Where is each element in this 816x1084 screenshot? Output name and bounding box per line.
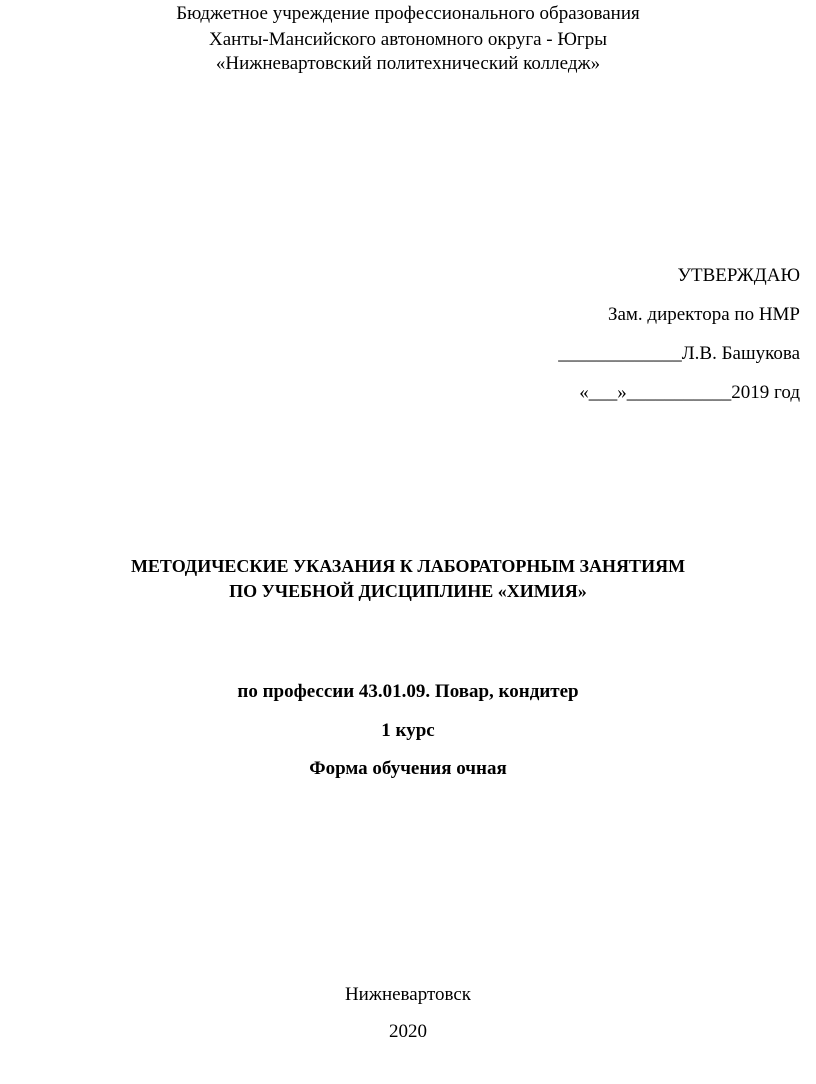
approval-signature: _____________Л.В. Башукова <box>558 343 800 364</box>
footer-city: Нижневартовск <box>344 984 472 1005</box>
study-form-line: Форма обучения очная <box>309 758 507 779</box>
footer-year: 2020 <box>389 1021 427 1042</box>
course-line: 1 курс <box>381 720 435 741</box>
approval-heading: УТВЕРЖДАЮ <box>677 265 800 286</box>
title-line-2: ПО УЧЕБНОЙ ДИСЦИПЛИНЕ «ХИМИЯ» <box>229 581 587 601</box>
institution-line-1: Бюджетное учреждение профессионального образования <box>176 3 640 24</box>
institution-line-3: «Нижневартовский политехнический колледж» <box>215 53 601 74</box>
approval-date: «___»___________2019 год <box>579 382 800 403</box>
institution-line-2: Ханты-Мансийского автономного округа - Югры <box>209 29 607 50</box>
title-line-1: МЕТОДИЧЕСКИЕ УКАЗАНИЯ К ЛАБОРАТОРНЫМ ЗАНЯТИЯМ <box>130 556 686 576</box>
profession-line: по профессии 43.01.09. Повар, кондитер <box>237 681 579 702</box>
approval-position: Зам. директора по НМР <box>607 304 800 325</box>
